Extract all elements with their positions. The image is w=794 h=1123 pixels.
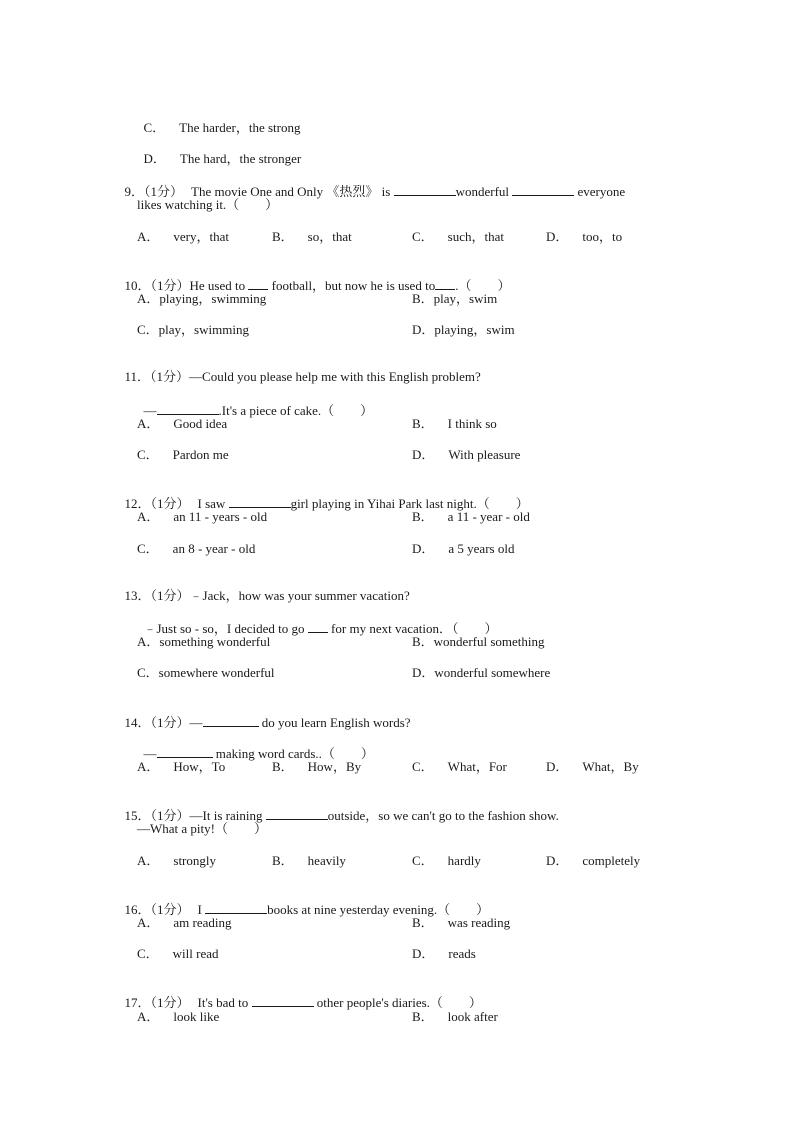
- option-b: B．play，swim: [412, 291, 498, 306]
- option-b: B．wonderful something: [412, 634, 545, 649]
- answer-blank: [252, 993, 314, 1007]
- question-17: [118, 977, 482, 1011]
- option-c: C． an 8 - year - old: [137, 541, 256, 556]
- question-12: [118, 478, 529, 512]
- option-a: A．something wonderful: [137, 634, 271, 649]
- option-b: B． was reading: [412, 915, 511, 930]
- question-number: 14．（1分）: [124, 715, 190, 730]
- answer-blank: [157, 744, 213, 758]
- option-b: B． heavily: [272, 853, 346, 868]
- option-d: D． What，By: [546, 759, 639, 774]
- question-text: girl playing in Yihai Park last night.（ ）: [290, 496, 529, 511]
- option-text: The harder，the strong: [179, 120, 301, 135]
- question-text: I saw: [197, 496, 229, 511]
- option-c: C． will read: [137, 946, 219, 961]
- answer-blank: [394, 182, 456, 196]
- question-text: everyone: [574, 184, 626, 199]
- option-c: C． such，that: [412, 229, 504, 244]
- question-number: 13．（1分）: [124, 588, 190, 603]
- option-d: D． too，to: [546, 229, 623, 244]
- question-14: 14．（1分）— do you learn English words?: [124, 715, 411, 730]
- question-text: do you learn English words?: [258, 715, 411, 730]
- option-b: B． look after: [412, 1009, 498, 1024]
- option-b: B． I think so: [412, 416, 497, 431]
- answer-blank: [512, 182, 574, 196]
- question-15: [118, 790, 559, 824]
- option-a: A． an 11 - years - old: [137, 509, 268, 524]
- question-number: 16．（1分）: [124, 902, 190, 917]
- question-13-line2: ﹣Just so - so，I decided to go for my next vacation．（ ）: [143, 621, 498, 636]
- question-number: 10．（1分）: [124, 278, 190, 293]
- question-11: [118, 353, 481, 385]
- question-number: 15．（1分）: [124, 808, 190, 823]
- answer-blank: [229, 494, 291, 508]
- option-a: A．playing，swimming: [137, 291, 267, 306]
- option-d: D． reads: [412, 946, 476, 961]
- question-text: wonderful: [455, 184, 513, 199]
- option-d: D． completely: [546, 853, 641, 868]
- question-10: [118, 260, 510, 294]
- option-d: D．playing，swim: [412, 322, 515, 337]
- question-text: football，but now he is used to: [268, 278, 436, 293]
- question-text: outside，so we can't go to the fashion show.: [327, 808, 559, 823]
- option-d: D． a 5 years old: [412, 541, 515, 556]
- option-letter: D．: [143, 151, 166, 166]
- question-text: The movie One and Only 《热烈》 is: [191, 184, 394, 199]
- question-9: [118, 166, 625, 200]
- question-14-line2: — making word cards..（ ）: [143, 746, 374, 761]
- option-a: A． strongly: [137, 853, 217, 868]
- option-b: B． a 11 - year - old: [412, 509, 530, 524]
- question-text: I: [197, 902, 206, 917]
- question-number: 12．（1分）: [124, 496, 190, 511]
- option-letter: C．: [143, 120, 166, 135]
- prev-option-d: [137, 135, 301, 167]
- question-13: [118, 572, 410, 604]
- option-c: C．somewhere wonderful: [137, 665, 275, 680]
- question-number: 9．（1分）: [124, 184, 184, 199]
- answer-blank: [308, 619, 328, 633]
- option-text: The hard，the stronger: [179, 151, 302, 166]
- option-c: C．play，swimming: [137, 322, 249, 337]
- option-d: D． With pleasure: [412, 447, 521, 462]
- question-text: He used to: [189, 278, 249, 293]
- option-c: C． hardly: [412, 853, 481, 868]
- question-16: [118, 884, 489, 918]
- option-d: D．wonderful somewhere: [412, 665, 551, 680]
- option-b: B． so，that: [272, 229, 352, 244]
- question-text: books at nine yesterday evening.（ ）: [267, 902, 490, 917]
- option-a: A． look like: [137, 1009, 220, 1024]
- question-number: 17．（1分）: [124, 995, 190, 1010]
- answer-blank: [266, 806, 328, 820]
- question-text: —It is raining: [189, 808, 266, 823]
- option-b: B． How，By: [272, 759, 362, 774]
- question-text: .（ ）: [455, 278, 511, 293]
- answer-blank: [203, 713, 259, 727]
- option-a: A． How，To: [137, 759, 226, 774]
- option-c: C． Pardon me: [137, 447, 229, 462]
- option-c: C． What，For: [412, 759, 507, 774]
- answer-blank: [248, 276, 268, 290]
- answer-blank: [435, 276, 455, 290]
- answer-blank: [157, 401, 219, 415]
- question-15-line2: —What a pity!（ ）: [137, 821, 267, 836]
- answer-blank: [205, 900, 267, 914]
- option-a: A． Good idea: [137, 416, 228, 431]
- option-a: A． am reading: [137, 915, 232, 930]
- option-a: A． very，that: [137, 229, 229, 244]
- question-number: 11．（1分）: [124, 369, 190, 384]
- question-text: It's bad to: [197, 995, 252, 1010]
- question-text: ﹣Jack，how was your summer vacation?: [189, 588, 410, 603]
- question-11-line2: — .It's a piece of cake.（ ）: [143, 403, 374, 418]
- prev-option-c: [137, 104, 300, 136]
- question-text: other people's diaries.（ ）: [313, 995, 482, 1010]
- question-9-line2: likes watching it.（ ）: [137, 197, 279, 212]
- question-text: —Could you please help me with this English problem?: [189, 369, 481, 384]
